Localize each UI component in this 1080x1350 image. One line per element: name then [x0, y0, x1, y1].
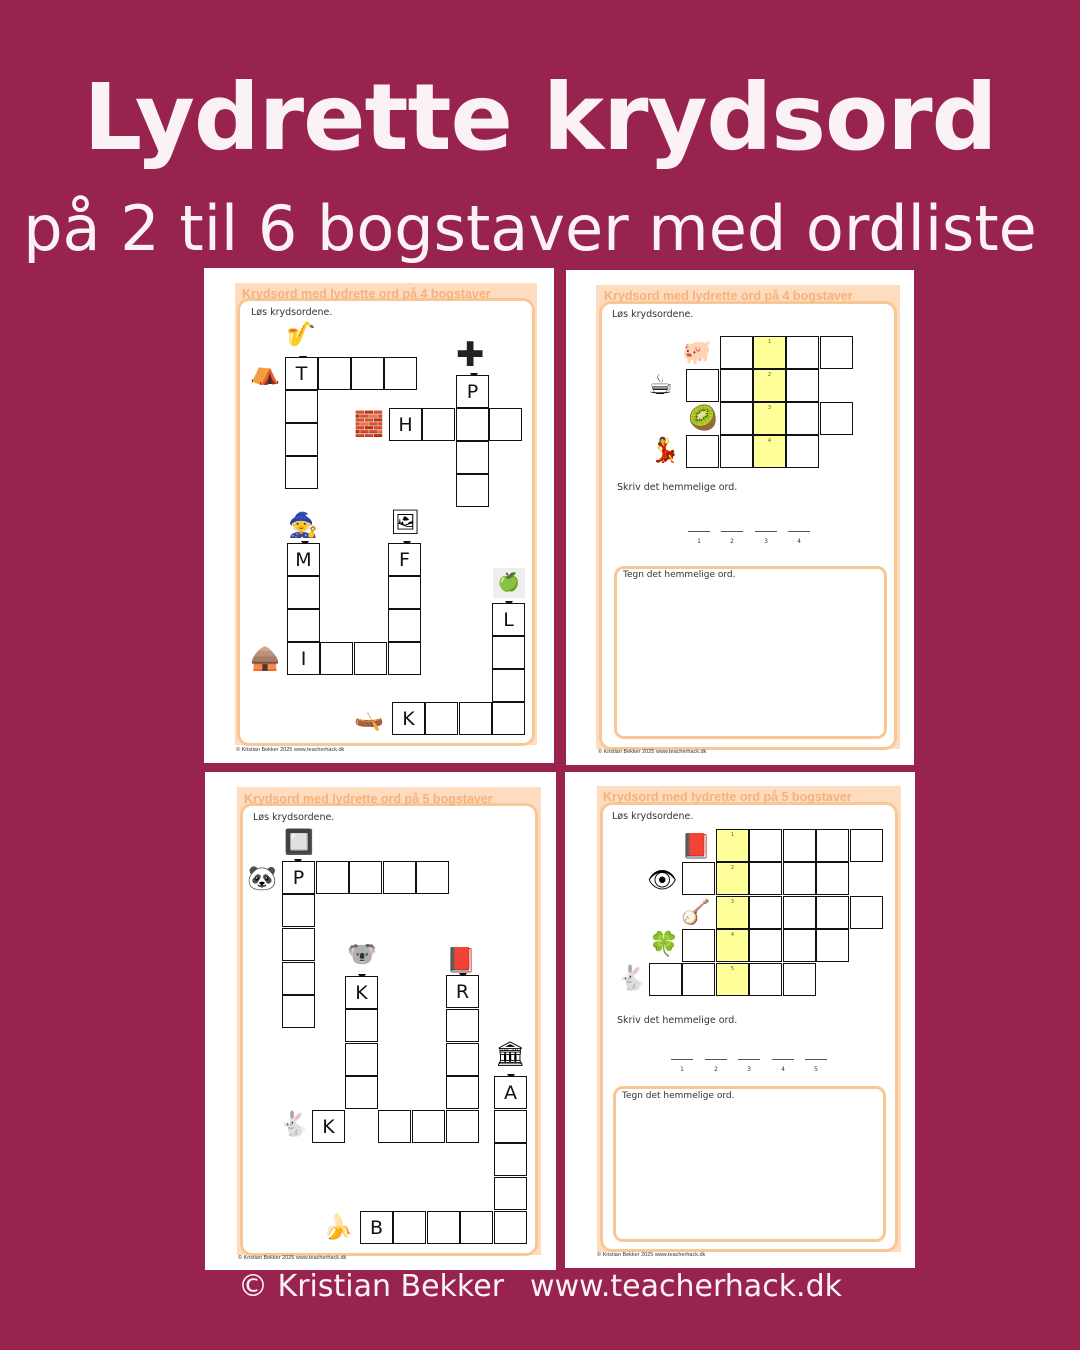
crossword-cell[interactable]: K [392, 702, 425, 735]
drawing-area[interactable] [613, 1086, 886, 1242]
worksheet-preview-1 [204, 268, 554, 763]
crossword-cell[interactable] [388, 642, 421, 675]
crossword-cell[interactable] [720, 369, 753, 402]
secret-word-cell[interactable]: 4 [753, 435, 786, 468]
crossword-cell[interactable] [492, 636, 525, 669]
footer-copyright: © Kristian Bekker [237, 1269, 505, 1304]
crossword-cell[interactable] [720, 402, 753, 435]
crossword-cell[interactable] [316, 861, 349, 894]
crossword-cell[interactable]: I [287, 642, 320, 675]
answer-blank[interactable] [688, 531, 710, 532]
crossword-cell[interactable] [459, 702, 492, 735]
crossword-cell[interactable] [749, 896, 782, 929]
crossword-cell[interactable] [720, 336, 753, 369]
crossword-cell[interactable] [783, 929, 816, 962]
crossword-cell[interactable] [749, 862, 782, 895]
answer-blank[interactable] [671, 1059, 693, 1060]
crossword-cell[interactable] [422, 408, 455, 441]
drawing-prompt: Tegn det hemmelige ord. [623, 570, 736, 580]
secret-word-cell[interactable]: 1 [753, 336, 786, 369]
worksheet-instruction: Løs krydsordene. [612, 309, 694, 320]
crossword-cell[interactable] [494, 1110, 527, 1143]
crossword-cell[interactable]: K [345, 976, 378, 1009]
answer-blank[interactable] [721, 531, 743, 532]
crossword-cell[interactable] [285, 390, 318, 423]
crossword-cell[interactable] [489, 408, 522, 441]
worksheet-copyright: © Kristian Bekker 2025 www.teacherhack.dk [597, 1252, 706, 1258]
crossword-cell[interactable] [786, 402, 819, 435]
worksheet-heading: Krydsord med lydrette ord på 4 bogstaver [604, 289, 853, 303]
book-icon: 📕 [681, 832, 711, 860]
crossword-cell[interactable] [285, 456, 318, 489]
pedal-icon: 🔲 [284, 828, 314, 856]
crossword-cell[interactable] [456, 474, 489, 507]
secret-word-cell[interactable]: 2 [753, 369, 786, 402]
crossword-cell[interactable]: P [282, 861, 315, 894]
crossword-cell[interactable] [282, 962, 315, 995]
crossword-cell[interactable] [816, 896, 849, 929]
hay-icon: 🧱 [354, 410, 384, 438]
crossword-cell[interactable] [494, 1211, 527, 1244]
tuba-icon: 🎷 [286, 320, 316, 348]
crossword-cell[interactable] [285, 423, 318, 456]
worksheet-instruction: Løs krydsordene. [251, 307, 333, 318]
clover-icon: 🍀 [649, 930, 679, 958]
koala-icon: 🐨 [347, 940, 377, 968]
answer-blank[interactable] [755, 531, 777, 532]
crossword-cell[interactable] [783, 829, 816, 862]
crossword-cell[interactable] [494, 1177, 527, 1210]
crossword-cell[interactable]: B [360, 1211, 393, 1244]
crossword-cell[interactable] [492, 702, 525, 735]
footer-website[interactable]: www.teacherhack.dk [530, 1269, 843, 1304]
crossword-cell[interactable] [456, 408, 489, 441]
secret-word-prompt: Skriv det hemmelige ord. [617, 482, 738, 493]
crossword-cell[interactable] [393, 1211, 426, 1244]
worksheet-instruction: Løs krydsordene. [612, 811, 694, 822]
crossword-cell[interactable] [786, 369, 819, 402]
drawing-prompt: Tegn det hemmelige ord. [622, 1091, 735, 1101]
page-subtitle: på 2 til 6 bogstaver med ordliste [23, 192, 1037, 265]
crossword-cell[interactable] [345, 1009, 378, 1042]
plus-icon: ✚ [456, 335, 485, 375]
crossword-cell[interactable] [287, 576, 320, 609]
worksheet-heading: Krydsord med lydrette ord på 5 bogstaver [244, 792, 493, 806]
panda-icon: 🐼 [247, 864, 277, 892]
secret-word-cell[interactable]: 3 [716, 896, 749, 929]
crossword-cell[interactable] [446, 1076, 479, 1109]
crossword-cell[interactable] [682, 929, 715, 962]
answer-blank[interactable] [705, 1059, 727, 1060]
crossword-cell[interactable] [383, 861, 416, 894]
secret-word-cell[interactable]: 2 [716, 862, 749, 895]
crossword-cell[interactable]: R [446, 975, 479, 1008]
crossword-cell[interactable]: P [456, 375, 489, 408]
worksheet-copyright: © Kristian Bekker 2025 www.teacherhack.dk [236, 747, 345, 753]
crossword-cell[interactable] [783, 862, 816, 895]
crossword-cell[interactable] [682, 862, 715, 895]
crossword-cell[interactable] [494, 1143, 527, 1176]
crossword-cell[interactable] [850, 829, 883, 862]
rabbit-icon: 🐇 [279, 1110, 309, 1138]
crossword-cell[interactable] [416, 861, 449, 894]
crossword-cell[interactable] [320, 642, 353, 675]
answer-blank[interactable] [738, 1059, 760, 1060]
magician-icon: 🧙 [288, 511, 318, 539]
eye-icon: 👁 [647, 866, 678, 894]
crossword-cell[interactable] [749, 963, 782, 996]
building-icon: 🏛 [495, 1040, 526, 1068]
secret-word-cell[interactable]: 5 [716, 963, 749, 996]
worksheet-heading: Krydsord med lydrette ord på 4 bogstaver [242, 287, 491, 301]
crossword-cell[interactable] [282, 995, 315, 1028]
crossword-cell[interactable] [686, 369, 719, 402]
kiwi-icon: 🥝 [688, 404, 718, 432]
crossword-cell[interactable] [287, 609, 320, 642]
crossword-cell[interactable] [446, 1110, 479, 1143]
drawing-area[interactable] [614, 566, 887, 739]
footer [0, 1269, 1080, 1304]
secret-word-cell[interactable]: 4 [716, 929, 749, 962]
crossword-cell[interactable] [816, 829, 849, 862]
crossword-cell[interactable] [345, 1076, 378, 1109]
worksheet-preview-3 [205, 772, 556, 1270]
crossword-cell[interactable] [446, 1009, 479, 1042]
crossword-cell[interactable] [384, 357, 417, 390]
crossword-cell[interactable] [425, 702, 458, 735]
mug-icon: ☕ [648, 368, 674, 401]
pig-icon: 🐖 [682, 338, 712, 366]
crossword-cell[interactable] [446, 1043, 479, 1076]
crossword-cell[interactable] [345, 1043, 378, 1076]
worksheet-copyright: © Kristian Bekker 2025 www.teacherhack.dk [238, 1255, 347, 1261]
crossword-cell[interactable] [850, 896, 883, 929]
crossword-cell[interactable] [354, 642, 387, 675]
photo-icon: 🖼 [390, 508, 421, 536]
crossword-cell[interactable] [820, 336, 853, 369]
crossword-cell[interactable] [749, 829, 782, 862]
crossword-cell[interactable] [816, 929, 849, 962]
apple-icon: 🍏 [493, 568, 525, 598]
banjo-icon: 🪕 [681, 898, 711, 926]
page-title: Lydrette krydsord [83, 64, 997, 171]
crossword-cell[interactable]: F [388, 543, 421, 576]
crossword-cell[interactable]: M [287, 543, 320, 576]
worksheet-preview-4: Krydsord med lydrette ord på 5 bogstaver Løs krydsordene. 📕 1 👁 2 🪕 3 🍀 4 🐇 5 Skriv det hemmelige ord. 1 2 3 4 5 Tegn det hemmelige ord. © Kristian Bekker 2025 www.teacherhack.dk [565, 772, 915, 1268]
crossword-cell[interactable] [456, 441, 489, 474]
crossword-cell[interactable] [783, 963, 816, 996]
crossword-cell[interactable] [412, 1110, 445, 1143]
dancers-icon: 💃 [650, 436, 680, 464]
crossword-cell[interactable] [820, 402, 853, 435]
kayak-icon: 🛶 [354, 704, 384, 732]
book-icon: 📕 [446, 946, 476, 974]
crossword-cell[interactable] [282, 894, 315, 927]
crossword-cell[interactable] [282, 928, 315, 961]
worksheet-heading: Krydsord med lydrette ord på 5 bogstaver [603, 790, 852, 804]
answer-blank[interactable] [805, 1059, 827, 1060]
crossword-cell[interactable]: H [389, 408, 422, 441]
secret-word-prompt: Skriv det hemmelige ord. [617, 1015, 738, 1026]
crossword-cell[interactable] [786, 336, 819, 369]
secret-word-cell[interactable]: 1 [716, 829, 749, 862]
crossword-cell[interactable] [749, 929, 782, 962]
crossword-cell[interactable] [427, 1211, 460, 1244]
worksheet-instruction: Løs krydsordene. [253, 812, 335, 823]
crossword-cell[interactable] [682, 963, 715, 996]
igloo-icon: 🛖 [250, 644, 280, 672]
crossword-cell[interactable]: L [492, 603, 525, 636]
crossword-cell[interactable] [318, 357, 351, 390]
rabbit-icon: 🐇 [617, 964, 647, 992]
crossword-cell[interactable]: T [285, 357, 318, 390]
crossword-cell[interactable] [388, 576, 421, 609]
crossword-cell[interactable]: A [494, 1076, 527, 1109]
worksheet-preview-2: Krydsord med lydrette ord på 4 bogstaver Løs krydsordene. 🐖 1 ☕ 2 🥝 3 💃 4 Skriv det hemmelige ord. 1 2 3 4 Tegn det hemmelige ord. © Kristian Bekker 2025 www.teacherhack.dk [566, 270, 914, 765]
secret-word-cell[interactable]: 3 [753, 402, 786, 435]
crossword-cell[interactable] [492, 669, 525, 702]
crossword-cell[interactable] [786, 435, 819, 468]
crossword-cell[interactable] [349, 861, 382, 894]
crossword-cell[interactable] [783, 896, 816, 929]
answer-blank[interactable] [788, 531, 810, 532]
crossword-cell[interactable] [686, 435, 719, 468]
crossword-cell[interactable] [378, 1110, 411, 1143]
tipi-icon: ⛺ [250, 358, 280, 386]
crossword-cell[interactable] [388, 609, 421, 642]
crossword-cell[interactable] [351, 357, 384, 390]
banana-icon: 🍌 [323, 1213, 353, 1241]
crossword-cell[interactable] [460, 1211, 493, 1244]
worksheet-copyright: © Kristian Bekker 2025 www.teacherhack.dk [598, 749, 707, 755]
crossword-cell[interactable]: K [312, 1110, 345, 1143]
crossword-cell[interactable] [816, 862, 849, 895]
crossword-cell[interactable] [720, 435, 753, 468]
crossword-cell[interactable] [649, 963, 682, 996]
answer-blank[interactable] [772, 1059, 794, 1060]
